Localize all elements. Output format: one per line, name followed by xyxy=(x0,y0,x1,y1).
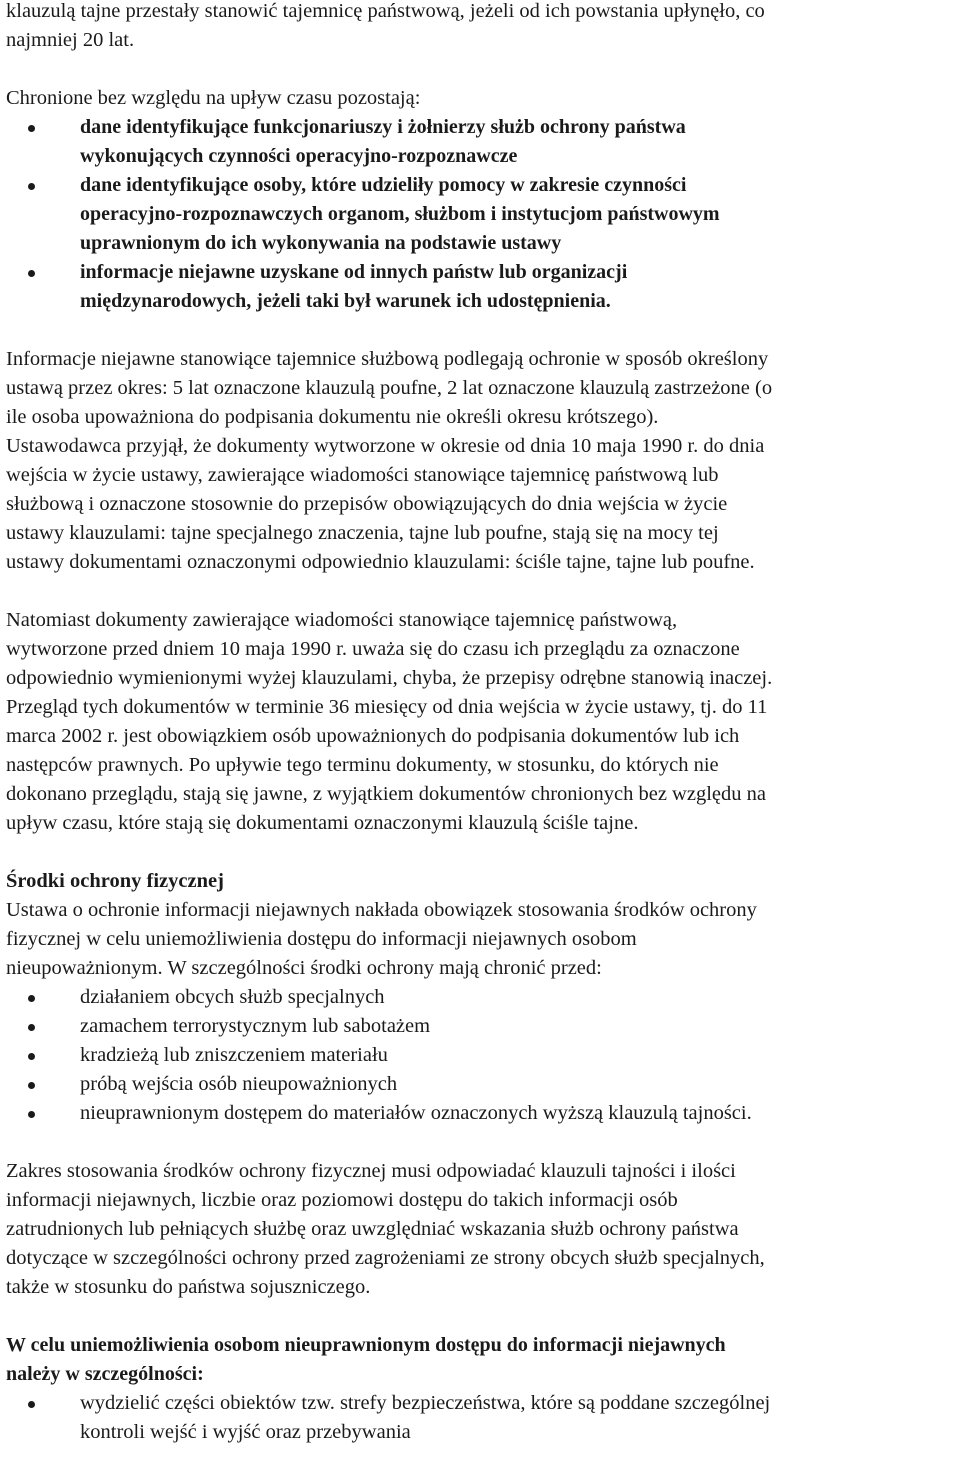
measure-list xyxy=(6,1389,958,1447)
text-line: najmniej 20 lat. xyxy=(6,29,135,51)
text-line: informacji niejawnych, liczbie oraz poziomowi dostępu do takich informacji osób xyxy=(6,1189,678,1211)
list-item xyxy=(6,171,958,258)
text-line: dokonano przeglądu, stają się jawne, z wyjątkiem dokumentów chronionych bez względu na xyxy=(6,783,766,805)
text-line: wytworzone przed dniem 10 maja 1990 r. uważa się do czasu ich przeglądu za oznaczone xyxy=(6,638,740,660)
text-line: fizycznej w celu uniemożliwienia dostępu do informacji niejawnych osobom xyxy=(6,928,637,950)
intro-paragraph xyxy=(6,0,958,55)
text-line: Zakres stosowania środków ochrony fizycznej musi odpowiadać klauzuli tajności i ilości xyxy=(6,1160,736,1182)
bullet-icon xyxy=(28,995,35,1002)
bullet-icon xyxy=(28,1053,35,1060)
text-line: ile osoba upoważniona do podpisania dokumentu nie określi okresu krótszego). xyxy=(6,406,659,428)
text-line: zamachem terrorystycznym lub sabotażem xyxy=(80,1015,431,1037)
text-line: odpowiednio wymienionymi wyżej klauzulami, chyba, że przepisy odrębne stanowią inaczej. xyxy=(6,667,773,689)
protected-list xyxy=(6,113,958,316)
text-line: wykonujących czynności operacyjno-rozpoznawcze xyxy=(80,145,518,167)
list-item xyxy=(6,1012,958,1041)
list-item xyxy=(6,1099,958,1128)
text-line: Ustawodawca przyjął, że dokumenty wytworzone w okresie od dnia 10 maja 1990 r. do dnia xyxy=(6,435,765,457)
text-line: próbą wejścia osób nieupoważnionych xyxy=(80,1073,398,1095)
text-line: uprawnionym do ich wykonywania na podstawie ustawy xyxy=(80,232,562,254)
text-line: następców prawnych. Po upływie tego terminu dokumenty, w stosunku, do których nie xyxy=(6,754,719,776)
bullet-icon xyxy=(28,1401,35,1408)
text-line: dane identyfikujące osoby, które udzieliły pomocy w zakresie czynności xyxy=(80,174,687,196)
pre1990-paragraph xyxy=(6,606,958,838)
text-line: wejścia w życie ustawy, zawierające wiadomości stanowiące tajemnicę państwową lub xyxy=(6,464,719,486)
list-item xyxy=(6,113,958,171)
text-line: kontroli wejść i wyjść oraz przebywania xyxy=(80,1421,411,1443)
text-line: nieuprawnionym dostępem do materiałów oznaczonych wyższą klauzulą tajności. xyxy=(80,1102,752,1124)
text-line: upływ czasu, które stają się dokumentami oznaczonymi klauzulą ściśle tajne. xyxy=(6,812,639,834)
section-heading: Środki ochrony fizycznej xyxy=(6,870,224,892)
text-line: W celu uniemożliwienia osobom nieuprawnionym dostępu do informacji niejawnych xyxy=(6,1334,726,1356)
text-line: ustawą przez okres: 5 lat oznaczone klauzulą poufne, 2 lat oznaczone klauzulą zastrzeżone (o xyxy=(6,377,773,399)
text-line: ustawy dokumentami oznaczonymi odpowiednio klauzulami: ściśle tajne, tajne lub poufne. xyxy=(6,551,755,573)
text-line: informacje niejawne uzyskane od innych państw lub organizacji xyxy=(80,261,628,283)
text-line: także w stosunku do państwa sojuszniczego. xyxy=(6,1276,371,1298)
text-line: klauzulą tajne przestały stanowić tajemnicę państwową, jeżeli od ich powstania upłynęło, co xyxy=(6,0,765,22)
bullet-icon xyxy=(28,270,35,277)
text-line: zatrudnionych lub pełniących służbę oraz uwzględniać wskazania służb ochrony państwa xyxy=(6,1218,739,1240)
text-line: należy w szczególności: xyxy=(6,1363,204,1385)
text-line: marca 2002 r. jest obowiązkiem osób upoważnionych do podpisania dokumentów lub ich xyxy=(6,725,740,747)
text-line: dane identyfikujące funkcjonariuszy i żołnierzy służb ochrony państwa xyxy=(80,116,686,138)
text-line: Natomiast dokumenty zawierające wiadomości stanowiące tajemnicę państwową, xyxy=(6,609,678,631)
text-line: dotyczące w szczególności ochrony przed zagrożeniami ze strony obcych służb specjalnych, xyxy=(6,1247,765,1269)
text-line: służbową i oznaczone stosownie do przepisów obowiązujących do dnia wejścia w życie xyxy=(6,493,728,515)
bullet-icon xyxy=(28,1082,35,1089)
bullet-icon xyxy=(28,1024,35,1031)
bullet-icon xyxy=(28,183,35,190)
document-page xyxy=(6,0,958,1447)
text-line: Informacje niejawne stanowiące tajemnice służbową podlegają ochronie w sposób określony xyxy=(6,348,769,370)
list-item xyxy=(6,1041,958,1070)
text-line: operacyjno-rozpoznawczych organom, służbom i instytucjom państwowym xyxy=(80,203,720,225)
service-secret-paragraph xyxy=(6,345,958,577)
text-line: Ustawa o ochronie informacji niejawnych nakłada obowiązek stosowania środków ochrony xyxy=(6,899,757,921)
physical-intro-paragraph xyxy=(6,896,958,983)
text-line: wydzielić części obiektów tzw. strefy bezpieczeństwa, które są poddane szczególnej xyxy=(80,1392,771,1414)
text-line: ustawy klauzulami: tajne specjalnego znaczenia, tajne lub poufne, stają się na mocy tej xyxy=(6,522,719,544)
list-item xyxy=(6,983,958,1012)
protected-heading: Chronione bez względu na upływ czasu pozostają: xyxy=(6,87,421,109)
text-line: działaniem obcych służb specjalnych xyxy=(80,986,385,1008)
text-line: Przegląd tych dokumentów w terminie 36 miesięcy od dnia wejścia w życie ustawy, tj. do 11 xyxy=(6,696,768,718)
text-line: kradzieżą lub zniszczeniem materiału xyxy=(80,1044,388,1066)
bullet-icon xyxy=(28,125,35,132)
text-line: międzynarodowych, jeżeli taki był warunek ich udostępnienia. xyxy=(80,290,611,312)
bold-heading xyxy=(6,1331,958,1389)
scope-paragraph xyxy=(6,1157,958,1302)
bullet-icon xyxy=(28,1111,35,1118)
list-item xyxy=(6,1070,958,1099)
text-line: nieupoważnionym. W szczególności środki ochrony mają chronić przed: xyxy=(6,957,602,979)
list-item xyxy=(6,258,958,316)
list-item xyxy=(6,1389,958,1447)
threat-list xyxy=(6,983,958,1128)
